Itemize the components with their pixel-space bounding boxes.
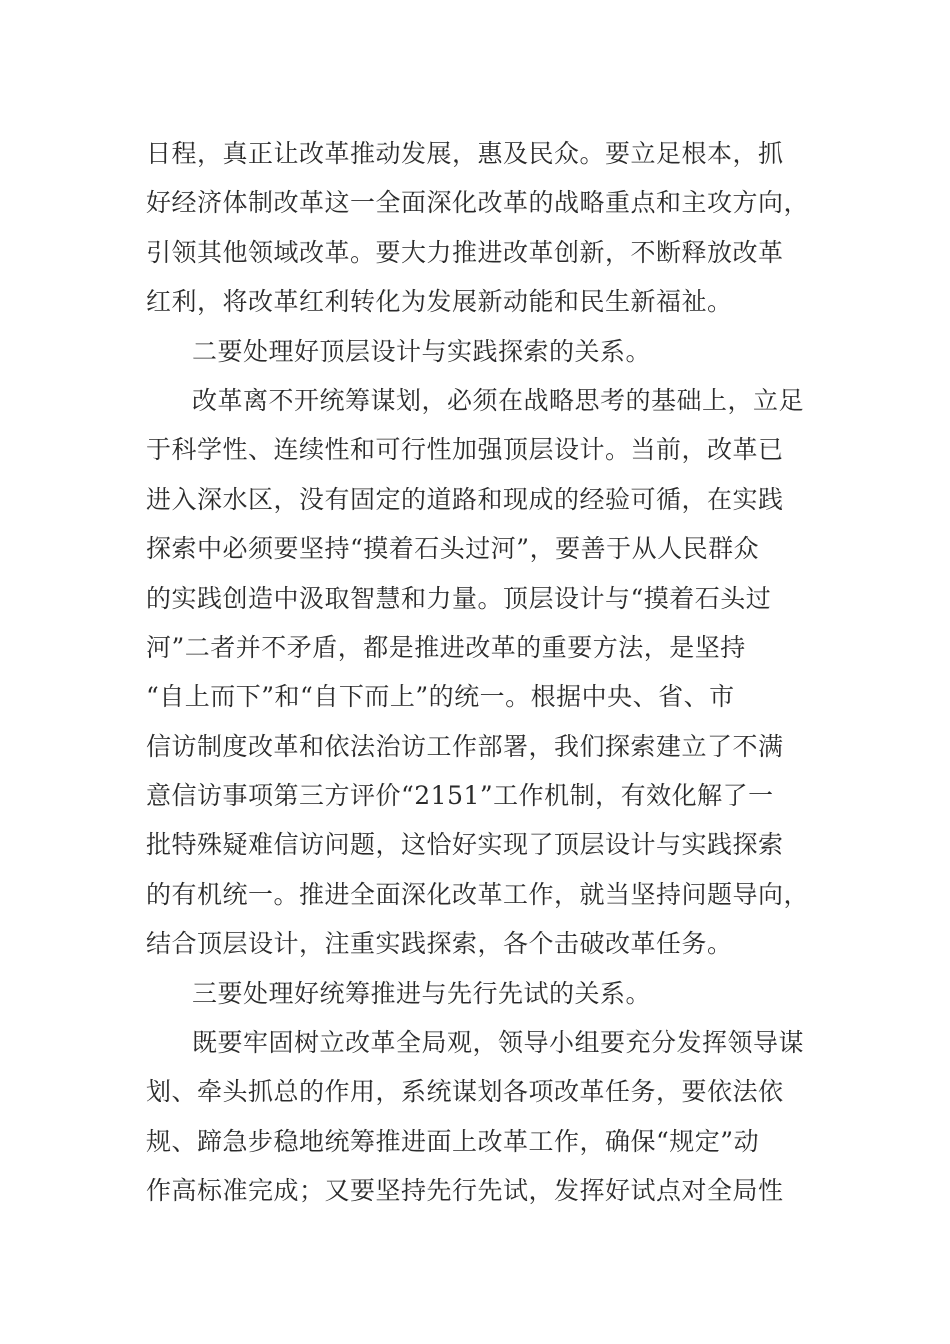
- paragraph-first-line: 既要牢固树立改革全局观，领导小组要充分发挥领导谋: [192, 1028, 805, 1058]
- text-line: 规、蹄急步稳地统筹推进面上改革工作，确保“规定”动: [146, 1126, 760, 1156]
- text-line: 信访制度改革和依法治访工作部署，我们探索建立了不满: [146, 731, 784, 761]
- document-body: [146, 129, 810, 1216]
- text-line: 批特殊疑难信访问题，这恰好实现了顶层设计与实践探索: [146, 830, 784, 860]
- text-line: 引领其他领域改革。要大力推进改革创新，不断释放改革: [146, 237, 784, 267]
- text-line: 作高标准完成；又要坚持先行先试，发挥好试点对全局性: [146, 1176, 784, 1206]
- text-line: 河”二者并不矛盾，都是推进改革的重要方法，是坚持: [146, 632, 746, 662]
- text-line: 的有机统一。推进全面深化改革工作，就当坚持问题导向，: [146, 879, 810, 909]
- text-line: 的实践创造中汲取智慧和力量。顶层设计与“摸着石头过: [146, 583, 772, 613]
- text-line: 探索中必须要坚持“摸着石头过河”，要善于从人民群众: [146, 534, 760, 564]
- text-line: 红利，将改革红利转化为发展新动能和民生新福祉。: [146, 287, 733, 317]
- paragraph-first-line: 改革离不开统筹谋划，必须在战略思考的基础上，立足: [192, 385, 805, 415]
- text-line: “自上而下”和“自下而上”的统一。根据中央、省、市: [146, 682, 735, 712]
- section-heading-3: 三要处理好统筹推进与先行先试的关系。: [192, 978, 652, 1008]
- text-line: 进入深水区，没有固定的道路和现成的经验可循，在实践: [146, 484, 784, 514]
- text-line: 好经济体制改革这一全面深化改革的战略重点和主攻方向，: [146, 188, 810, 218]
- section-heading-2: 二要处理好顶层设计与实践探索的关系。: [192, 336, 652, 366]
- text-line: 日程，真正让改革推动发展，惠及民众。要立足根本，抓: [146, 139, 784, 168]
- text-line: 于科学性、连续性和可行性加强顶层设计。当前，改革已: [146, 435, 784, 465]
- text-line: 划、牵头抓总的作用，系统谋划各项改革任务，要依法依: [146, 1077, 784, 1107]
- text-line: 结合顶层设计，注重实践探索，各个击破改革任务。: [146, 929, 733, 959]
- text-line: 意信访事项第三方评价“2151”工作机制，有效化解了一: [146, 781, 774, 811]
